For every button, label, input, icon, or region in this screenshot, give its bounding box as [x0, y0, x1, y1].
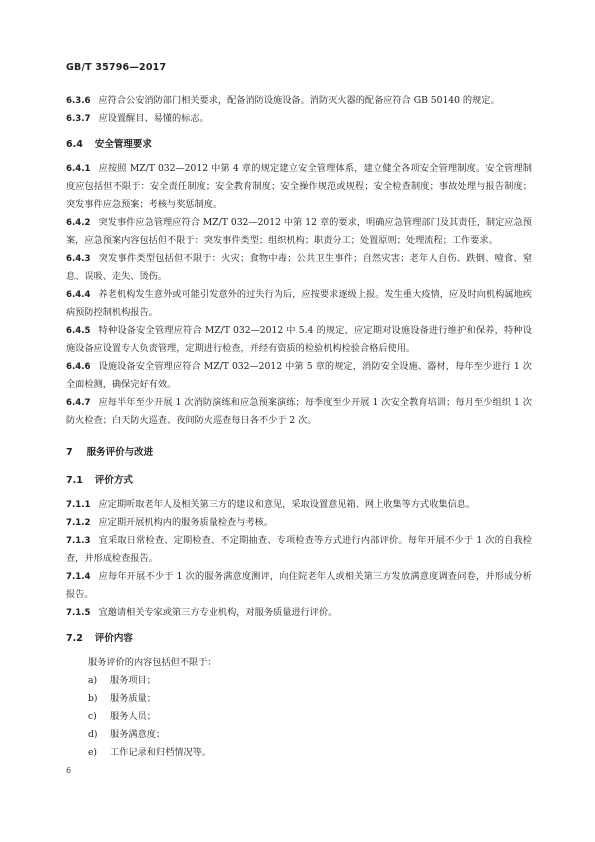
section-7-heading — [66, 444, 532, 462]
clause-text: 应按照 MZ/T 032—2012 中第 4 章的规定建立安全管理体系，建立健全各项安全管理制度。安全管理制度应包括但不限于：安全责任制度；安全教育制度；安全操作规范或规程；安全检查制度；事故处理与报告制度；突发事件应急预案；考核与奖惩制度。 — [66, 163, 532, 210]
clause-6-4-3 — [66, 250, 532, 286]
clause-text: 养老机构发生意外或可能引发意外的过失行为后，应按要求逐级上报。发生重大疫情，应及时向机构属地疾病预防控制机构报告。 — [66, 289, 532, 318]
evaluation-intro: 服务评价的内容包括但不限于： — [88, 657, 217, 668]
section-title: 安全管理要求 — [94, 139, 152, 150]
clause-text: 设施设备安全管理应符合 MZ/T 032—2012 中第 5 章的规定，消防安全设施、器材，每年至少进行 1 次全面检测，确保完好有效。 — [66, 361, 532, 390]
clause-number: 6.3.6 — [66, 96, 91, 106]
section-7-2-heading — [66, 630, 532, 648]
list-item-text: 服务人员； — [110, 711, 156, 722]
list-item — [66, 726, 532, 744]
clause-text: 应每年开展不少于 1 次的服务满意度测评，向住院老年人或相关第三方发放满意度调查问卷，并形成分析报告。 — [66, 571, 532, 600]
clause-6-4-2 — [66, 214, 532, 250]
clause-6-4-7 — [66, 394, 532, 430]
section-title: 评价方式 — [94, 475, 133, 486]
clause-7-1-2 — [66, 514, 532, 532]
list-item — [66, 690, 532, 708]
list-marker: a) — [88, 675, 98, 686]
clause-number: 7.1.2 — [66, 518, 91, 528]
clause-text: 宜邀请相关专家或第三方专业机构，对服务质量进行评价。 — [98, 607, 338, 618]
list-item-text: 服务满意度； — [110, 729, 166, 740]
clause-6-4-6 — [66, 358, 532, 394]
list-marker: c) — [88, 711, 97, 722]
clause-6-4-1 — [66, 160, 532, 214]
clause-text: 宜采取日常检查、定期检查、不定期抽查、专项检查等方式进行内部评价。每年开展不少于 1 次的自我检查，并形成检查报告。 — [66, 535, 532, 564]
evaluation-items-list — [66, 672, 532, 762]
clause-text: 应定期听取老年人及相关第三方的建议和意见，采取设置意见箱、网上收集等方式收集信息。 — [98, 499, 476, 510]
clause-6-4-4 — [66, 286, 532, 322]
page-number: 6 — [66, 766, 72, 775]
clause-number: 6.4.3 — [66, 254, 91, 264]
section-number: 7.2 — [66, 633, 83, 644]
list-marker: e) — [88, 747, 98, 758]
clause-number: 6.4.2 — [66, 218, 91, 228]
clause-6-3-7 — [66, 110, 532, 128]
section-number: 6.4 — [66, 139, 83, 150]
list-marker: b) — [88, 693, 98, 704]
clause-7-1-1 — [66, 496, 532, 514]
list-item-text: 工作记录和归档情况等。 — [110, 747, 212, 758]
clause-number: 7.1.4 — [66, 572, 91, 582]
list-item-text: 服务项目； — [110, 675, 156, 686]
list-item — [66, 708, 532, 726]
section-number: 7.1 — [66, 475, 83, 486]
list-item-text: 服务质量； — [110, 693, 156, 704]
section-title: 评价内容 — [94, 633, 133, 644]
clause-text: 应定期开展机构内的服务质量检查与考核。 — [98, 517, 274, 528]
clause-text: 应每半年至少开展 1 次消防演练和应急预案演练；每季度至少开展 1 次安全教育培训；每月至少组织 1 次防火检查；白天防火巡查、夜间防火巡查每日各不少于 2 次。 — [66, 397, 532, 426]
clause-text: 突发事件应急管理应符合 MZ/T 032—2012 中第 12 章的要求，明确应急管理部门及其责任，制定应急预案，应急预案内容包括但不限于：突发事件类型；组织机构；职责分工；处置原则；处理流程；工作要求。 — [66, 217, 532, 246]
clause-7-1-4 — [66, 568, 532, 604]
clause-text: 特种设备安全管理应符合 MZ/T 032—2012 中 5.4 的规定，应定期对设施设备进行维护和保养，特种设施设备应设置专人负责管理，定期进行检查，并经有资质的检验机构检验合格后使用。 — [66, 325, 532, 354]
clause-text: 突发事件类型包括但不限于：火灾；食物中毒；公共卫生事件；自然灾害；老年人自伤、跌倒、噎食、窒息、误吸、走失、烫伤。 — [66, 253, 532, 282]
page-body — [66, 92, 532, 762]
clause-6-4-5 — [66, 322, 532, 358]
list-item — [66, 672, 532, 690]
clause-text: 应符合公安消防部门相关要求，配备消防设施设备。消防灭火器的配备应符合 GB 50140 的规定。 — [98, 95, 500, 106]
section-title: 服务评价与改进 — [86, 447, 154, 458]
list-marker: d) — [88, 729, 98, 740]
list-item — [66, 744, 532, 762]
clause-text: 应设置醒目、易懂的标志。 — [98, 113, 209, 124]
clause-number: 6.4.7 — [66, 398, 91, 408]
section-6-4-heading — [66, 136, 532, 154]
clause-number: 6.4.1 — [66, 164, 91, 174]
clause-number: 7.1.1 — [66, 500, 91, 510]
document-code: GB/T 35796—2017 — [66, 62, 167, 73]
clause-number: 6.3.7 — [66, 114, 91, 124]
clause-number: 6.4.4 — [66, 290, 91, 300]
clause-7-1-5 — [66, 604, 532, 622]
section-7-1-heading — [66, 472, 532, 490]
clause-number: 7.1.3 — [66, 536, 91, 546]
section-number: 7 — [66, 447, 73, 458]
clause-7-1-3 — [66, 532, 532, 568]
clause-number: 6.4.5 — [66, 326, 91, 336]
clause-number: 6.4.6 — [66, 362, 91, 372]
clause-number: 7.1.5 — [66, 608, 91, 618]
clause-6-3-6 — [66, 92, 532, 110]
